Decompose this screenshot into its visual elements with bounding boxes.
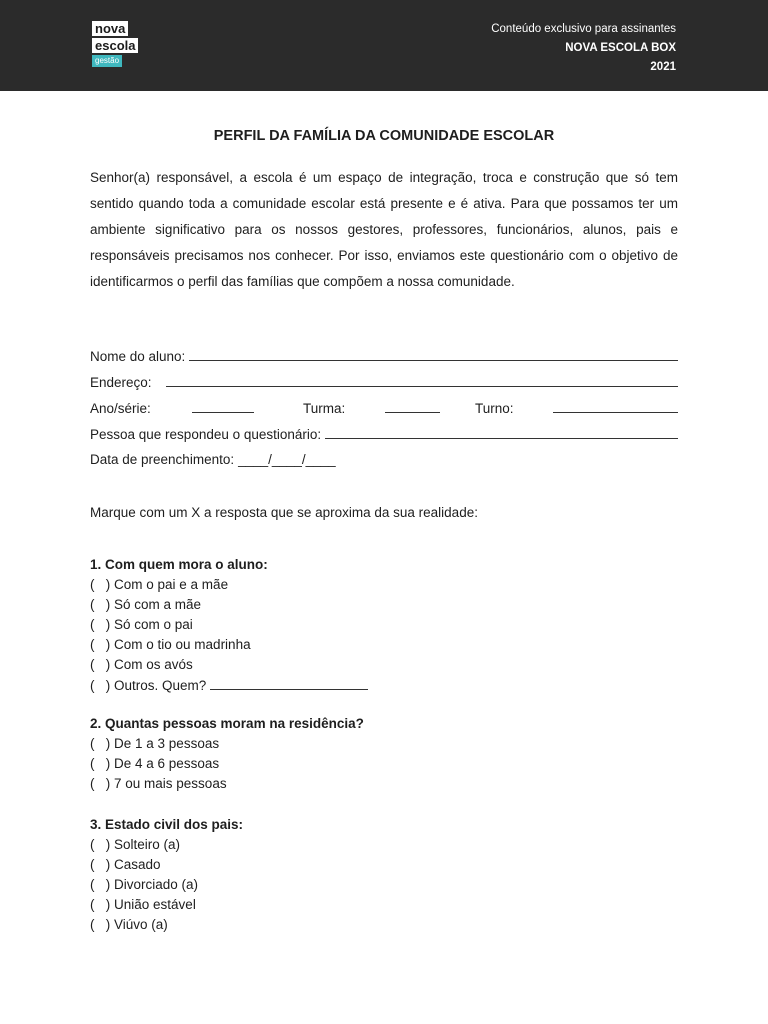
option-item[interactable] — [90, 595, 678, 615]
question-2 — [90, 714, 678, 794]
option-item[interactable] — [90, 734, 678, 754]
option-label: Com o pai e a mãe — [114, 577, 229, 592]
page-title: PERFIL DA FAMÍLIA DA COMUNIDADE ESCOLAR — [213, 128, 555, 144]
option-item[interactable] — [90, 875, 678, 895]
header-bar — [0, 0, 768, 91]
option-label: Solteiro (a) — [114, 837, 181, 852]
class-label: Turma: — [303, 401, 346, 416]
address-label: Endereço: — [90, 375, 152, 390]
checkbox[interactable]: ( ) — [90, 776, 111, 791]
option-item[interactable] — [90, 774, 678, 794]
grade-label: Ano/série: — [90, 401, 151, 416]
checkbox[interactable]: ( ) — [90, 837, 111, 852]
option-item[interactable] — [90, 655, 678, 675]
header-year: 2021 — [650, 61, 676, 73]
option-item[interactable] — [90, 754, 678, 774]
checkbox[interactable]: ( ) — [90, 678, 111, 693]
student-name-row — [90, 346, 678, 366]
option-item[interactable] — [90, 615, 678, 635]
header-info — [491, 20, 676, 77]
question-3-title: 3. Estado civil dos pais: — [90, 817, 244, 832]
checkbox[interactable]: ( ) — [90, 857, 111, 872]
checkbox[interactable]: ( ) — [90, 577, 111, 592]
option-item[interactable] — [90, 915, 678, 935]
logo-word-nova: nova — [92, 21, 128, 36]
other-answer-field[interactable] — [210, 675, 368, 690]
option-label: De 1 a 3 pessoas — [114, 736, 220, 751]
grade-field[interactable] — [192, 398, 254, 413]
option-item[interactable] — [90, 575, 678, 595]
checkbox[interactable]: ( ) — [90, 597, 111, 612]
date-field[interactable]: ____/____/____ — [238, 452, 336, 467]
header-product-name: NOVA ESCOLA BOX — [565, 42, 676, 54]
option-label: De 4 a 6 pessoas — [114, 756, 220, 771]
student-name-field[interactable] — [189, 346, 678, 361]
option-item[interactable] — [90, 635, 678, 655]
option-label: Divorciado (a) — [114, 877, 199, 892]
instruction-text: Marque com um X a resposta que se aproxima da sua realidade: — [90, 505, 478, 520]
intro-paragraph: Senhor(a) responsável, a escola é um espaço de integração, troca e construção que só tem sentido quando toda a comunidade escolar está presente e é ativa. Para que possamos ter um ambiente significativo para os nossos gestores, professores, funcionários, alunos, pais e responsáveis precisamos nos conhecer. Por isso, enviamos este questionário com o objetivo de identificarmos o perfil das famílias que compõem a nossa comunidade. — [90, 170, 678, 289]
header-subscriber-note: Conteúdo exclusivo para assinantes — [491, 23, 676, 35]
question-3 — [90, 815, 678, 935]
option-label: Só com a mãe — [114, 597, 202, 612]
shift-field[interactable] — [553, 398, 678, 413]
grade-class-shift-row — [90, 398, 678, 418]
checkbox[interactable]: ( ) — [90, 637, 111, 652]
option-label: Viúvo (a) — [114, 917, 168, 932]
option-label: Com os avós — [114, 657, 193, 672]
option-label: Casado — [114, 857, 161, 872]
option-label: União estável — [114, 897, 196, 912]
option-label: 7 ou mais pessoas — [114, 776, 227, 791]
address-field[interactable] — [166, 372, 678, 387]
logo-word-escola: escola — [92, 38, 138, 53]
option-label: Só com o pai — [114, 617, 193, 632]
option-item[interactable] — [90, 675, 678, 696]
student-name-label: Nome do aluno: — [90, 349, 186, 364]
respondent-label: Pessoa que respondeu o questionário: — [90, 427, 322, 442]
question-2-title: 2. Quantas pessoas moram na residência? — [90, 716, 364, 731]
date-row — [90, 450, 678, 470]
shift-label: Turno: — [475, 401, 514, 416]
option-label: Outros. Quem? — [114, 678, 207, 693]
checkbox[interactable]: ( ) — [90, 877, 111, 892]
class-field[interactable] — [385, 398, 440, 413]
checkbox[interactable]: ( ) — [90, 756, 111, 771]
respondent-row — [90, 424, 678, 444]
checkbox[interactable]: ( ) — [90, 617, 111, 632]
option-item[interactable] — [90, 855, 678, 875]
checkbox[interactable]: ( ) — [90, 657, 111, 672]
logo-badge-gestao: gestão — [92, 55, 122, 67]
option-item[interactable] — [90, 895, 678, 915]
option-label: Com o tio ou madrinha — [114, 637, 251, 652]
checkbox[interactable]: ( ) — [90, 736, 111, 751]
question-1-title: 1. Com quem mora o aluno: — [90, 557, 268, 572]
checkbox[interactable]: ( ) — [90, 917, 111, 932]
address-row — [90, 372, 678, 392]
question-1 — [90, 555, 678, 696]
date-label: Data de preenchimento: — [90, 452, 235, 467]
checkbox[interactable]: ( ) — [90, 897, 111, 912]
option-item[interactable] — [90, 835, 678, 855]
respondent-field[interactable] — [325, 424, 678, 439]
nova-escola-logo — [92, 21, 138, 67]
